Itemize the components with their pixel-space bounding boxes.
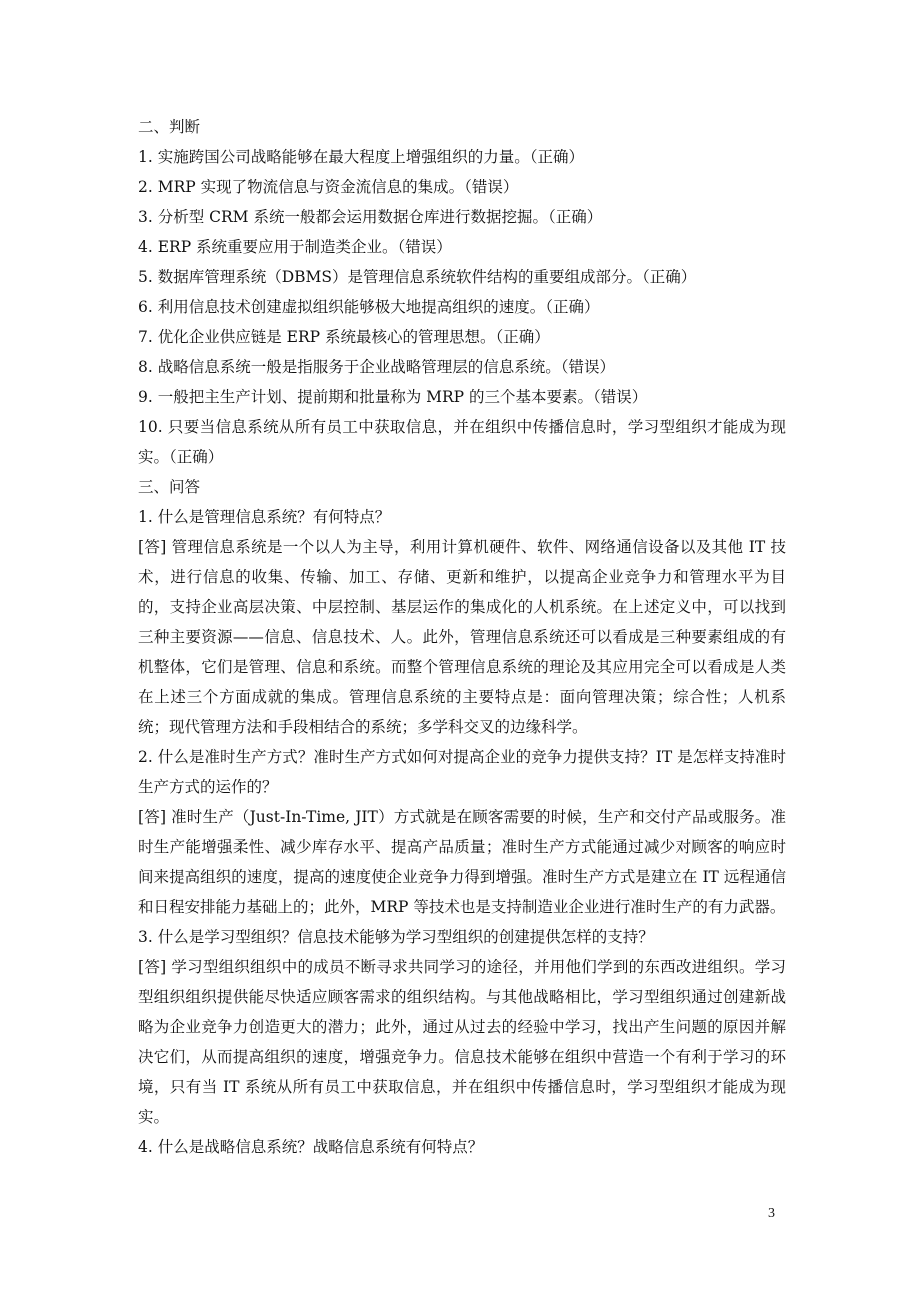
section-qa — [138, 472, 786, 1162]
page-number: 3 — [768, 1206, 775, 1221]
judgement-item-7: 7. 优化企业供应链是 ERP 系统最核心的管理思想。（正确） — [138, 328, 550, 346]
judgement-item-10: 10. 只要当信息系统从所有员工中获取信息，并在组织中传播信息时，学习型组织才能成为现实。（正确） — [138, 418, 786, 466]
section-judgement — [138, 112, 786, 472]
question-1: 1. 什么是管理信息系统？有何特点？ — [138, 508, 391, 526]
question-4: 4. 什么是战略信息系统？战略信息系统有何特点？ — [138, 1138, 484, 1156]
judgement-item-8: 8. 战略信息系统一般是指服务于企业战略管理层的信息系统。（错误） — [138, 358, 615, 376]
answer-3: [答] 学习型组织组织中的成员不断寻求共同学习的途径，并用他们学到的东西改进组织。学习型组织组织提供能尽快适应顾客需求的组织结构。与其他战略相比，学习型组织通过创建新战略为企业竞争力创造更大的潜力；此外，通过从过去的经验中学习，找出产生问题的原因并解决它们，从而提高组织的速度，增强竞争力。信息技术能够在组织中营造一个有利于学习的环境，只有当 IT 系统从所有员工中获取信息，并在组织中传播信息时，学习型组织才能成为现实。 — [138, 958, 786, 1126]
document-page — [138, 112, 786, 1162]
section-heading: 三、问答 — [138, 478, 201, 496]
judgement-item-4: 4. ERP 系统重要应用于制造类企业。（错误） — [138, 238, 452, 256]
judgement-item-5: 5. 数据库管理系统（DBMS）是管理信息系统软件结构的重要组成部分。（正确） — [138, 268, 697, 286]
question-2: 2. 什么是准时生产方式？准时生产方式如何对提高企业的竞争力提供支持？IT 是怎样支持准时生产方式的运作的？ — [138, 748, 786, 796]
judgement-item-2: 2. MRP 实现了物流信息与资金流信息的集成。（错误） — [138, 178, 519, 196]
judgement-item-6: 6. 利用信息技术创建虚拟组织能够极大地提高组织的速度。（正确） — [138, 298, 600, 316]
question-3: 3. 什么是学习型组织？信息技术能够为学习型组织的创建提供怎样的支持？ — [138, 928, 654, 946]
judgement-item-1: 1. 实施跨国公司战略能够在最大程度上增强组织的力量。（正确） — [138, 148, 584, 166]
section-heading: 二、判断 — [138, 118, 201, 136]
judgement-item-3: 3. 分析型 CRM 系统一般都会运用数据仓库进行数据挖掘。（正确） — [138, 208, 603, 226]
answer-2: [答] 准时生产（Just-In-Time, JIT）方式就是在顾客需要的时候，生产和交付产品或服务。准时生产能增强柔性、减少库存水平、提高产品质量；准时生产方式能通过减少对顾客的响应时间来提高组织的速度，提高的速度使企业竞争力得到增强。准时生产方式是建立在 IT 远程通信和日程安排能力基础上的；此外，MRP 等技术也是支持制造业企业进行准时生产的有力武器。 — [138, 808, 786, 916]
answer-1: [答] 管理信息系统是一个以人为主导，利用计算机硬件、软件、网络通信设备以及其他 IT 技术，进行信息的收集、传输、加工、存储、更新和维护，以提高企业竞争力和管理水平为目的，支持企业高层决策、中层控制、基层运作的集成化的人机系统。在上述定义中，可以找到三种主要资源——信息、信息技术、人。此外，管理信息系统还可以看成是三种要素组成的有机整体，它们是管理、信息和系统。而整个管理信息系统的理论及其应用完全可以看成是人类在上述三个方面成就的集成。管理信息系统的主要特点是：面向管理决策；综合性；人机系统；现代管理方法和手段相结合的系统；多学科交叉的边缘科学。 — [138, 538, 786, 736]
judgement-item-9: 9. 一般把主生产计划、提前期和批量称为 MRP 的三个基本要素。（错误） — [138, 388, 648, 406]
